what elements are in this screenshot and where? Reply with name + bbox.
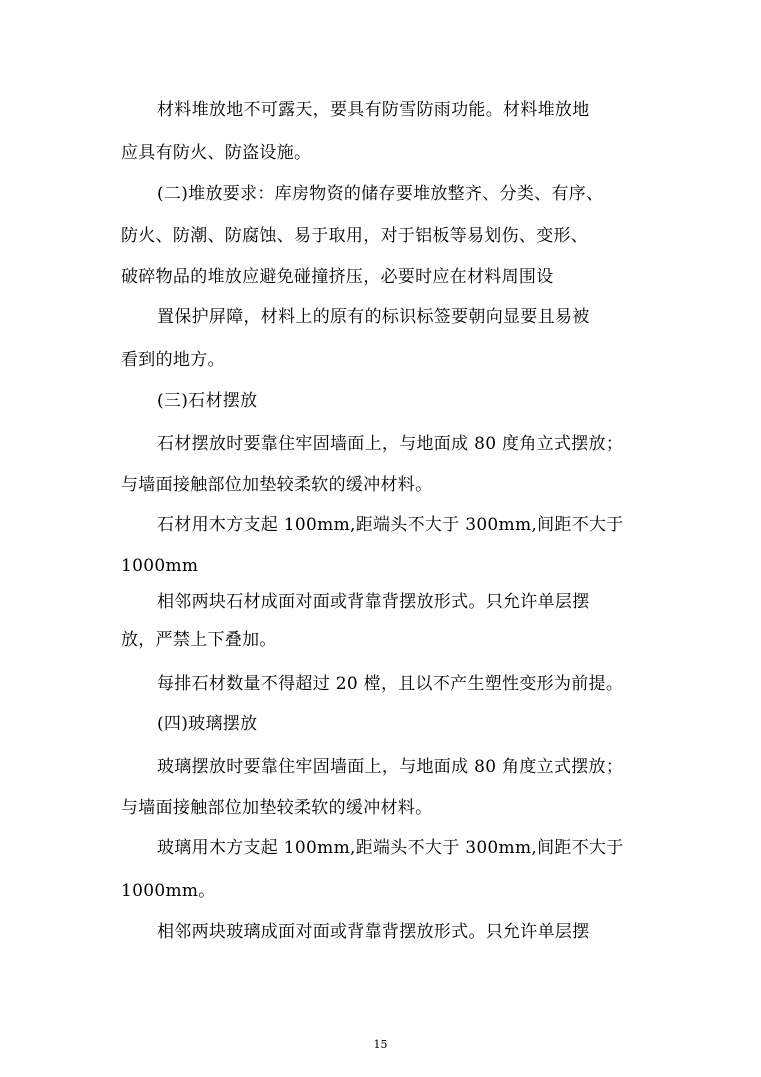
text-line: 石材摆放时要靠住牢固墙面上，与地面成 80 度角立式摆放； — [157, 434, 624, 454]
text-line: 与墙面接触部位加垫较柔软的缓冲材料。 — [121, 475, 433, 495]
text-line: 防火、防潮、防腐蚀、易于取用，对于铝板等易划伤、变形、 — [121, 226, 589, 246]
page-number: 15 — [373, 1038, 388, 1051]
text-line: 1000mm。 — [121, 881, 216, 901]
text-line: 石材用木方支起 100mm,距端头不大于 300mm,间距不大于 — [157, 515, 624, 535]
text-line: 相邻两块石材成面对面或背靠背摆放形式。只允许单层摆 — [157, 592, 590, 612]
section-heading-storage-requirements: (二)堆放要求：库房物资的储存要堆放整齐、分类、有序、 — [157, 184, 604, 204]
text-line: 玻璃摆放时要靠住牢固墙面上，与地面成 80 角度立式摆放； — [157, 757, 624, 777]
text-line: 破碎物品的堆放应避免碰撞挤压，必要时应在材料周围设 — [121, 267, 554, 287]
text-line: 玻璃用木方支起 100mm,距端头不大于 300mm,间距不大于 — [157, 838, 624, 858]
text-line: 相邻两块玻璃成面对面或背靠背摆放形式。只允许单层摆 — [157, 922, 590, 942]
text-line: 看到的地方。 — [121, 350, 225, 370]
text-line: 应具有防火、防盗设施。 — [121, 143, 312, 163]
section-heading-glass-placement: (四)玻璃摆放 — [157, 714, 258, 734]
text-line: 置保护屏障，材料上的原有的标识标签要朝向显要且易被 — [157, 307, 590, 327]
text-line: 材料堆放地不可露天，要具有防雪防雨功能。材料堆放地 — [157, 100, 590, 120]
text-line: 每排石材数量不得超过 20 樘，且以不产生塑性变形为前提。 — [157, 674, 624, 694]
text-line: 放，严禁上下叠加。 — [121, 630, 277, 650]
section-heading-stone-placement: (三)石材摆放 — [157, 391, 258, 411]
text-line: 1000mm — [121, 556, 199, 576]
text-line: 与墙面接触部位加垫较柔软的缓冲材料。 — [121, 798, 433, 818]
